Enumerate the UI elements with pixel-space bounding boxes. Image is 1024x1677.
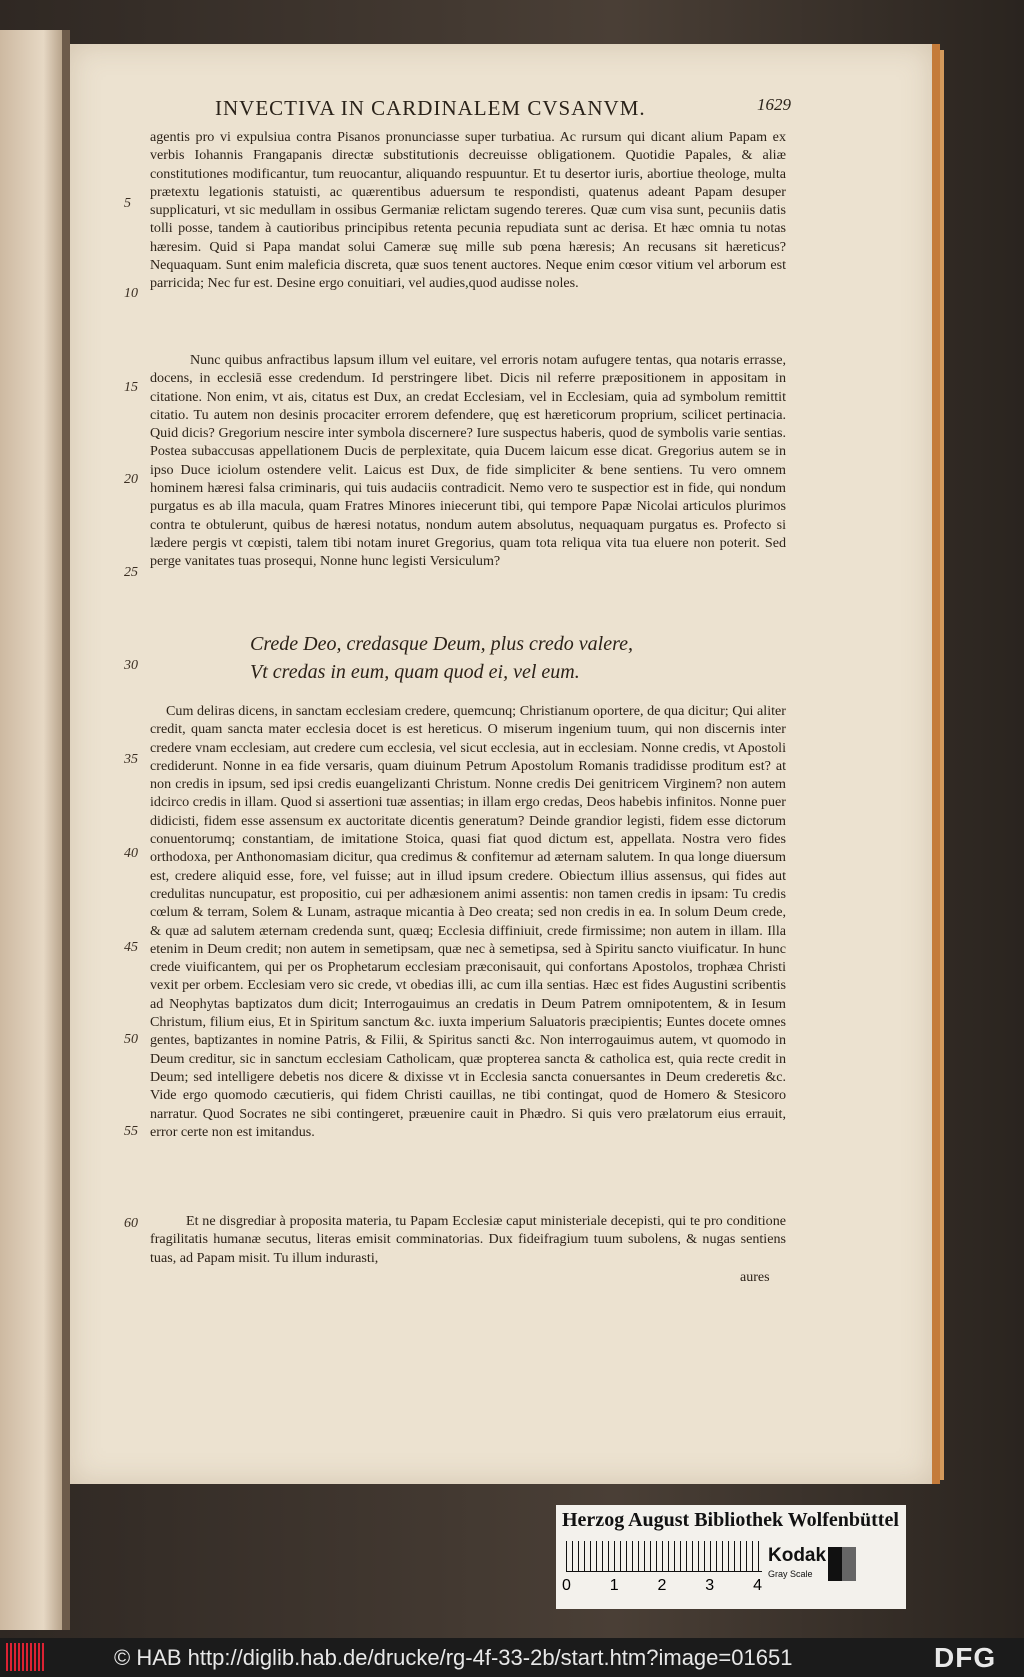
kodak-logo: Kodak xyxy=(768,1545,827,1566)
line-number: 20 xyxy=(124,472,138,487)
barcode-icon xyxy=(6,1643,46,1671)
paragraph-3: Cum deliras dicens, in sanctam ecclesiam credere, quemcunq; Christianum oportere, de qua dicitur; Qui aliter credit, quam sancta mater ecclesia docet is est hereticus. O miserum ingenium tuum, qui non discernis inter credere vnam ecclesiam, aut credere cum ecclesia, vel sicut ecclesia, aut in ecclesiam. Nonne credis, vt Apostoli crediderunt. Nonne in ea fide versaris, quam diuinum Petrum Apostolum Romanis tradidisse proditum est? at non credis in ipsum, sed ipsi credis euangelizanti Christum. Nonne credis Dei genitricem Virginem? non autem idcirco credis in illam. Quod si assertioni tuæ assentias; in illam ergo credas, Deos habebis infinitos. Nonne puer didicisti, fidem esse assensum ex auctoritate dicentis generatum? Deinde grandior legisti, fidem esse dictorum conuentorumq; constantiam, de imitatione Stoica, quasi fiat quod dictum est, appellata. Nostra vero fides orthodoxa, per Anthonomasiam dicitur, qua credimus & confitemur ad æternam salutem. In qua longe diuersum est, credere aliquid esse, fore, vel fuisse; aut in illud ipsum credere. Obiectum illius assensus, qui fides aut credulitas nuncupatur, est propositio, cui per adhæsionem animi assentis: non tamen credis in ipsam: Tu credis cœlum & terram, Solem & Lunam, astraque micantia à Deo creata; sed non credis in ea. In solum Deum crede, & quæ ad salutem æternam credenda sunt, quæq; Ecclesia diffiniuit, crede firmissime; non autem in illam. Illa etenim in Deum credit; non autem in semetipsam, quæ nec à semetipsa, sed à Spiritu sancto viuificatur. In hunc crede viuificantem, qui per os Prophetarum ecclesiam præconisauit, qui confortans Apostolos, trophæa Christi vexit per orbem. Ecclesiam vero sic crede, vt obedias illi, ac cum illa sentias. Hæc est fides Augustini scribentis ad Neophytas baptizatos dum dicit; Interrogauimus an credatis in Deum Patrem omnipotentem, & in Iesum Christum, filium eius, Et in Spiritum sanctum &c. iuxta imperium Saluatoris præcipientis; Euntes docete omnes gentes, baptizantes in nomine Patris, & Filii, & Spiritus sancti &c. Non interrogauimus autem, vt quomodo in Deum creditur, sic in sanctum ecclesiam Catholicam, quæ propterea sancta & catholica est, quia recte credit in Deum; sed intelligere debetis nos dicere & dixisse vt in Ecclesia sancta conuersantes in Deum crederetis &c. Vide ergo quomodo cæcutieris, qui fidem Christi cauillas, ne tibi contingat, quod de Homero & Stesicoro narratur. Quod Socrates ne sibi contingeret, præuenire cauit in Phædro. Si quis vero prælatorum eius errauit, error certe non est imitandus. xyxy=(150,703,786,1140)
line-number: 45 xyxy=(124,940,138,955)
catchword: aures xyxy=(740,1270,770,1285)
ruler-number: 2 xyxy=(657,1577,667,1594)
dfg-logo: DFG xyxy=(934,1642,997,1673)
gutter xyxy=(62,30,70,1630)
line-number: 50 xyxy=(124,1032,138,1047)
color-scale-target xyxy=(556,1505,906,1609)
paragraph-2: Nunc quibus anfractibus lapsum illum vel euitare, vel erroris notam aufugere tentas, qua notaris errasse, docens, in ecclesiā esse credendum. Id perstringere libet. Dicis nil referre præpositionem in appositam in citatione. Non enim, vt ais, citatus est Dux, an credat Ecclesiam, vel in Ecclesiam, quia ad symbolum remittit citatio. Tu autem non desinis procaciter errorem defendere, quę est hæreticorum proprium, scilicet pertinacia. Quid dicis? Gregorium nescire inter symbola discernere? Iure suspectus haberis, quod de symbolis varie sentias. Postea subaccusas appellationem Ducis de perplexitate, quia Ducem laicum esse dicat. Gregorius autem se in ipso Duce iciolum ostendere velit. Laicus est Dux, de fide simpliciter & bene sentiens. Tu vero omnem hominem hæresi falsa criminaris, qui tuis audaciis contradicit. Nemo vero te suspectior est in fide, qui nondum purgatus es ab illa macula, quam Fratres Minores iniecerunt tibi, qui tempore Papæ Nicolai articulos plurimos contra te obtulerunt, quibus de hæresi notatus, nondum autem absolutus, nequaquam purgatus es. Profecto si lædere pergis vt cœpisti, talem tibi notam inuret Gregorius, quam tota reliqua vita tua eluere non poterit. Sed perge vanitates tuas prosequi, Nonne hunc legisti Versiculum? xyxy=(150,352,786,570)
gray-scale-label: Gray Scale xyxy=(768,1569,813,1579)
verse-block xyxy=(250,630,770,686)
line-number: 55 xyxy=(124,1124,138,1139)
line-number: 60 xyxy=(124,1216,138,1231)
ruler-numbers xyxy=(562,1577,762,1595)
facing-page-edge xyxy=(0,30,64,1630)
line-number: 40 xyxy=(124,846,138,861)
library-name: Herzog August Bibliothek Wolfenbüttel xyxy=(562,1509,899,1531)
gray-swatch xyxy=(828,1547,856,1581)
ruler-number: 1 xyxy=(609,1577,619,1594)
ruler-ticks xyxy=(566,1541,762,1572)
line-number: 15 xyxy=(124,380,138,395)
paragraph-1: agentis pro vi expulsiua contra Pisanos pronunciasse super turbatiua. Ac rursum qui dicant alium Papam ex verbis Iohannis Frangapanis directæ substitutionis decreuisse obligationem. Quotidie Papales, & aliæ constitutiones modificantur, tum reuocantur, aliquando respuuntur. Et tu desertor iuris, abortiue theologe, multa prætextu legationis statuisti, ac quærentibus aduersum te respondisti, quatenus adeant Papam desuper supplicaturi, vt sic medullam in ossibus Germaniæ relictam sugendo tereres. Quæ cum visa sunt, pecuniis datis tolli posse, tandem à cautioribus principibus retenta pecunia repudiata sunt ac derisa. Et hæc omnia tu notas hæresim. Quid si Papa mandat solui Cameræ suę mille sub pœna hæresis; An recusans sit hæreticus? Nequaquam. Sunt enim maleficia discreta, quæ suos tenent auctores. Neque enim cœsor vitium vel arborum est parricida; Nec fur est. Desine ergo conuitiari, vel audies,quod audisse noles. xyxy=(150,129,786,292)
line-number: 5 xyxy=(124,196,131,211)
line-number: 30 xyxy=(124,658,138,673)
ruler-number: 0 xyxy=(562,1577,571,1594)
copyright-url[interactable]: © HAB http://diglib.hab.de/drucke/rg-4f-33-2b/start.htm?image=01651 xyxy=(114,1645,793,1670)
line-number: 10 xyxy=(124,286,138,301)
running-head: INVECTIVA IN CARDINALEM CVSANVM. xyxy=(215,96,646,120)
line-number: 25 xyxy=(124,565,138,580)
ruler-number: 3 xyxy=(705,1577,715,1594)
verse-line-2: Vt credas in eum, quam quod ei, vel eum. xyxy=(250,661,580,683)
paragraph-4: Et ne disgrediar à proposita materia, tu Papam Ecclesiæ caput ministeriale decepisti, qui te pro conditione fragilitatis humanæ secutus, literas emisit comminatorias. Dux fideifragium tuum subolens, & nugas sentiens tuas, ad Papam misit. Tu illum indurasti, xyxy=(150,1213,786,1266)
line-number: 35 xyxy=(124,752,138,767)
ruler-number: 4 xyxy=(753,1577,762,1594)
verse-line-1: Crede Deo, credasque Deum, plus credo valere, xyxy=(250,633,634,655)
page-number: 1629 xyxy=(757,95,791,114)
